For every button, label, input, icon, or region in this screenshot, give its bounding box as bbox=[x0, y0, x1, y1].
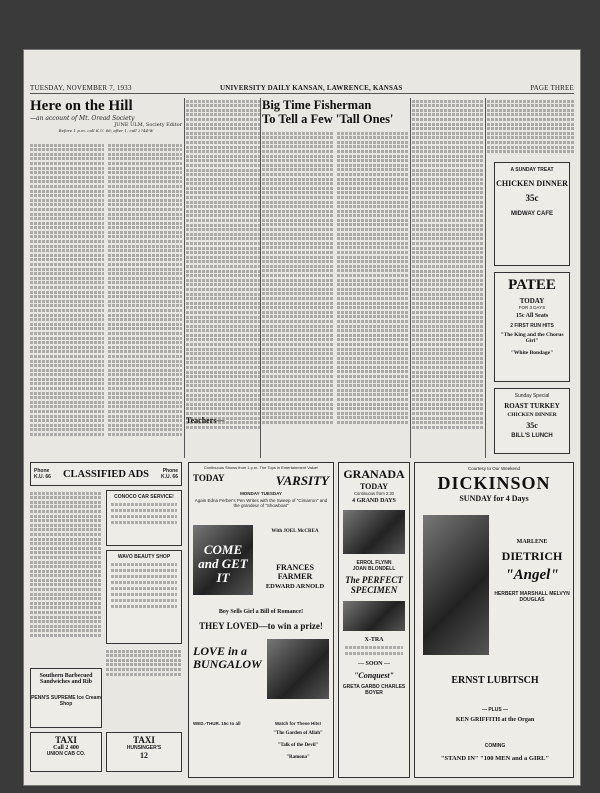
taxi-union-ad bbox=[30, 732, 102, 772]
varsity-bungalow-photo bbox=[267, 639, 329, 699]
patee-movie-2: "White Bondage" bbox=[510, 350, 554, 356]
fisherman-column-1 bbox=[262, 130, 334, 430]
varsity-movie: COME and GET IT bbox=[198, 542, 248, 585]
fisherman-column-2 bbox=[337, 130, 409, 430]
varsity-star-3: EDWARD ARNOLD bbox=[265, 583, 325, 590]
penns-title: Southern Barbecued Sandwiches and Rib bbox=[39, 673, 93, 685]
classified-header bbox=[30, 462, 182, 486]
masthead bbox=[30, 82, 574, 94]
patee-today: TODAY bbox=[519, 297, 545, 305]
society-column-3 bbox=[186, 98, 260, 458]
patee-ad bbox=[494, 272, 570, 382]
society-column-1 bbox=[30, 142, 104, 458]
midway-chicken: CHICKEN DINNER bbox=[496, 179, 568, 188]
granada-today: TODAY bbox=[359, 482, 388, 491]
dickinson-name: DICKINSON bbox=[437, 473, 551, 493]
varsity-top: Continuous Shows from 1 p.m. The Tops in Entertainment Value! bbox=[203, 465, 319, 470]
midway-cafe: MIDWAY CAFE bbox=[510, 211, 553, 217]
dickinson-sunday: SUNDAY for 4 Days bbox=[459, 494, 529, 503]
varsity-bungalow: LOVE in a BUNGALOW bbox=[193, 644, 262, 671]
dickinson-marlene: MARLENE bbox=[516, 539, 548, 545]
granada-name: GRANADA bbox=[343, 467, 405, 481]
classified-title: CLASSIFIED ADS bbox=[62, 468, 150, 480]
society-header bbox=[30, 98, 182, 140]
taxi-hunsinger-number: 12 bbox=[140, 751, 148, 760]
taxi-hunsinger-company: HUNSINGER'S bbox=[126, 745, 162, 751]
varsity-hit-3: "Ramona" bbox=[286, 755, 310, 760]
varsity-hit-2: "Talk of the Devil" bbox=[277, 743, 319, 748]
society-phone: Before 1 p.m. call K.U. 66; after 1, call 2744-W bbox=[58, 128, 154, 133]
column-rule bbox=[410, 98, 411, 458]
society-subtitle: —an account of Mt. Oread Society bbox=[30, 115, 135, 122]
wavo-title: WAVO BEAUTY SHOP bbox=[117, 554, 171, 560]
varsity-today: TODAY bbox=[193, 473, 225, 483]
dickinson-coming: COMING bbox=[484, 743, 506, 749]
varsity-coming: WED.-THUR. 15c to all bbox=[193, 721, 241, 726]
patee-name: PATEE bbox=[508, 277, 556, 293]
classified-column-1 bbox=[30, 490, 102, 660]
dickinson-cast: HERBERT MARSHALL MELVYN DOUGLAS bbox=[494, 591, 570, 603]
society-editor: JUNE ULM, Society Editor bbox=[114, 122, 182, 128]
masthead-page: PAGE THREE bbox=[530, 84, 574, 92]
column-rule bbox=[184, 98, 185, 458]
varsity-with: With JOEL McCREA bbox=[271, 529, 319, 534]
varsity-hit-1: "The Garden of Allah" bbox=[273, 731, 323, 736]
granada-conquest: "Conquest" bbox=[353, 671, 394, 680]
varsity-promo: THEY LOVED—to win a prize! bbox=[199, 621, 323, 631]
classified-phone-right: Phone K.U. 66 bbox=[161, 468, 178, 480]
conoco-title: CONOCO CAR SERVICE! bbox=[114, 494, 174, 500]
patee-days: FOR 3 DAYS bbox=[518, 305, 546, 310]
granada-ad bbox=[338, 462, 410, 778]
news-column-7 bbox=[487, 98, 574, 158]
taxi-union-title: TAXI bbox=[55, 735, 77, 745]
granada-soon: — SOON — bbox=[357, 661, 390, 667]
roast-alt: CHICKEN DINNER bbox=[507, 412, 557, 418]
midway-price: 35c bbox=[525, 193, 539, 203]
column-rule bbox=[260, 98, 261, 458]
newspaper-page bbox=[24, 50, 580, 785]
dickinson-organ: KEN GRIFFITH at the Organ bbox=[455, 717, 535, 723]
patee-movie-1: "The King and the Chorus Girl" bbox=[500, 332, 564, 344]
classified-phone-left: Phone K.U. 66 bbox=[34, 468, 51, 480]
dickinson-courtesy: Courtesy to Our Weekend bbox=[468, 466, 520, 471]
granada-days: 4 GRAND DAYS bbox=[352, 498, 396, 504]
varsity-watch: Watch for These Hits! bbox=[274, 721, 322, 726]
varsity-days: MONDAY TUESDAY bbox=[240, 491, 282, 496]
society-title: Here on the Hill bbox=[30, 98, 133, 114]
dickinson-stand: "STAND IN" "100 MEN and a GIRL" bbox=[440, 755, 550, 762]
varsity-footer: Boy Sells Girl a Bill of Romance! bbox=[218, 609, 304, 615]
varsity-tagline: Again Edna Ferber's Pen Writes with the Sweep of "Cimarron" and the grandeur of "Showboat" bbox=[194, 498, 328, 508]
roast-price: 35c bbox=[526, 421, 538, 430]
granada-extra: X-TRA bbox=[364, 637, 384, 643]
roast-item: ROAST TURKEY bbox=[504, 402, 560, 410]
patee-price: 15c All Seats bbox=[515, 313, 549, 319]
fisherman-headline-1: Big Time Fisherman bbox=[262, 98, 372, 112]
masthead-title: UNIVERSITY DAILY KANSAN, LAWRENCE, KANSAS bbox=[220, 84, 403, 92]
penns-ad bbox=[30, 668, 102, 728]
patee-double: 2 FIRST RUN HITS bbox=[510, 323, 554, 329]
roast-title: Sunday Special bbox=[514, 393, 550, 399]
taxi-hunsinger-title: TAXI bbox=[133, 735, 155, 745]
midway-ad bbox=[494, 162, 570, 266]
granada-star-2: JOAN BLONDELL bbox=[352, 566, 396, 572]
granada-shows: Continuous from 2:30 bbox=[353, 491, 395, 496]
column-rule bbox=[485, 98, 486, 458]
dickinson-plus: — PLUS — bbox=[481, 707, 509, 713]
conoco-ad bbox=[106, 490, 182, 546]
varsity-name: VARSITY bbox=[275, 473, 329, 488]
society-column-2 bbox=[108, 142, 182, 458]
dickinson-dietrich: DIETRICH bbox=[501, 549, 563, 563]
granada-star-1: ERROL FLYNN bbox=[356, 560, 392, 566]
taxi-union-company: UNION CAB CO. bbox=[46, 751, 86, 757]
classified-column-2 bbox=[106, 648, 182, 688]
roast-ad bbox=[494, 388, 570, 454]
roast-place: BILL'S LUNCH bbox=[511, 433, 553, 439]
granada-stars: GRETA GARBO CHARLES BOYER bbox=[342, 684, 406, 696]
teachers-heading: Teachers— bbox=[186, 416, 225, 425]
penns-tag: PENN'S SUPREME Ice Cream Shop bbox=[31, 695, 101, 707]
granada-movie: The PERFECT SPECIMEN bbox=[345, 575, 403, 595]
fisherman-headline-2: To Tell a Few 'Tall Ones' bbox=[262, 112, 394, 126]
dickinson-director: ERNST LUBITSCH bbox=[451, 675, 539, 686]
varsity-ad bbox=[188, 462, 334, 778]
news-column-6 bbox=[412, 98, 484, 458]
varsity-star-2: FRANCES FARMER bbox=[276, 563, 314, 581]
fisherman-headline bbox=[262, 98, 408, 126]
granada-photo bbox=[343, 601, 405, 631]
midway-sunday: A SUNDAY TREAT bbox=[510, 167, 554, 173]
granada-poster-art bbox=[343, 510, 405, 554]
taxi-hunsinger-ad bbox=[106, 732, 182, 772]
dickinson-ad bbox=[414, 462, 574, 778]
taxi-union-number: Call 2 400 bbox=[53, 745, 79, 751]
wavo-ad bbox=[106, 550, 182, 644]
dickinson-movie: "Angel" bbox=[505, 567, 559, 583]
masthead-date: TUESDAY, NOVEMBER 7, 1933 bbox=[30, 84, 132, 92]
dickinson-poster-art bbox=[423, 515, 489, 655]
